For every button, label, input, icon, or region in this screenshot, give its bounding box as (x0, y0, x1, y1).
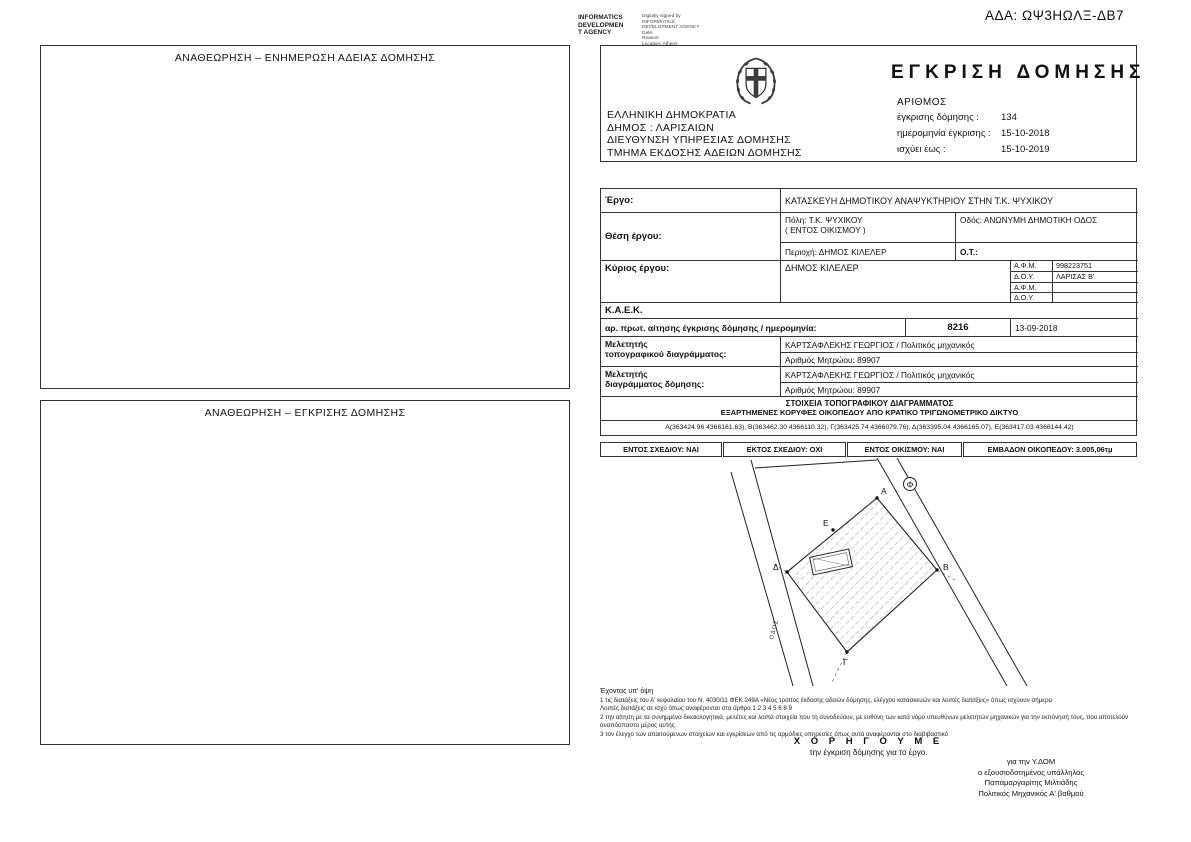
approval-fields (897, 109, 1050, 157)
permit-table (600, 188, 1137, 436)
city-line2: ( ΕΝΤΟΣ ΟΙΚΙΣΜΟΥ ) (785, 225, 866, 235)
authority-line: ΕΛΛΗΝΙΚΗ ΔΗΜΟΚΡΑΤΙΑ (607, 109, 737, 121)
legal-note: 3 τον έλεγχο των απαιτούμενων στοιχείων και εγκρίσεων από τις αρμόδιες υπηρεσίες όπως αυτά αναφέρονται στο διαβιβαστικό (600, 730, 949, 738)
revision-box-approval-title: ΑΝΑΘΕΩΡΗΣΗ – ΕΓΚΡΙΣΗΣ ΔΟΜΗΣΗΣ (204, 407, 406, 419)
authority-line: ΔΗΜΟΣ : ΛΑΡΙΣΑΙΩΝ (607, 121, 715, 134)
flag-ektos-sxediou: ΕΚΤΟΣ ΣΧΕΔΙΟΥ: ΟΧΙ (723, 442, 846, 457)
signature-title: Πολιτικός Μηχανικός Α' βαθμού (978, 788, 1084, 798)
approval-date-value: 15-10-2018 (1001, 127, 1050, 139)
surveyor-label: Μελετητής τοπογραφικού διαγράμματος: (601, 337, 781, 367)
kaek-label: Κ.Α.Ε.Κ. (601, 303, 1138, 319)
signature-for: για την Υ.ΔΟΜ (1006, 757, 1056, 766)
survey-mark-label: Φ (906, 479, 914, 490)
doy1-value: ΛΑΡΙΣΑΣ Β' (1053, 272, 1138, 283)
flag-entos-sxediou: ΕΝΤΟΣ ΣΧΕΔΙΟΥ: ΝΑΙ (600, 442, 722, 457)
document-title: ΕΓΚΡΙΣΗ ΔΟΜΗΣΗΣ (891, 62, 1146, 83)
vertex-label-g: Γ (843, 657, 848, 667)
revision-box-update-title: ΑΝΑΘΕΩΡΗΣΗ – ΕΝΗΜΕΡΩΣΗ ΑΔΕΙΑΣ ΔΟΜΗΣΗΣ (174, 52, 436, 64)
afm2-label: Α.Φ.Μ. (1011, 283, 1053, 293)
stamp-agency-name: INFORMATICS DEVELOPMEN T AGENCY (578, 14, 624, 36)
project-label: Έργο: (601, 189, 781, 213)
valid-until-value: 15-10-2019 (1001, 143, 1050, 155)
having-regard: Έχοντας υπ' όψη (600, 688, 654, 695)
doy2-value (1053, 293, 1138, 303)
site-plan-drawing (655, 458, 1115, 688)
signature-block (918, 757, 1144, 799)
surveyor-cell (781, 337, 1138, 367)
legal-notes (600, 697, 1137, 739)
owner-label: Κύριος έργου: (601, 261, 781, 303)
street-cell: Οδός: ΑΝΩΝΥΜΗ ΔΗΜΟΤΙΚΗ ΟΔΟΣ (956, 213, 1138, 243)
protocol-label: αρ. πρωτ. αίτησης έγκρισης δόμησης / ημερομηνία: (601, 319, 906, 337)
area-cell: Περιοχή: ΔΗΜΟΣ ΚΙΛΕΛΕΡ (781, 243, 956, 261)
vertex-label-b: Β (943, 562, 949, 572)
designer-registry: Αριθμός Μητρώου: 89907 (785, 385, 881, 395)
valid-until-row: ισχύει έως : 15-10-2019 (897, 143, 1050, 155)
parcel-boundary (787, 498, 937, 652)
topo-heading-line2: ΕΞΑΡΤΗΜΕΝΕΣ ΚΟΡΥΦΕΣ ΟΙΚΟΠΕΔΟΥ ΑΠΟ ΚΡΑΤΙΚΟ ΤΡΙΓΩΝΟΜΕΤΡΙΚΟ ΔΙΚΤΥΟ (720, 408, 1019, 417)
digital-signature-stamp (578, 14, 738, 48)
owner-tax-block (1011, 261, 1138, 303)
flag-plot-area: ΕΜΒΑΔΟΝ ΟΙΚΟΠΕΔΟΥ: 3.005,06τμ (963, 442, 1137, 457)
surveyor-name: ΚΑΡΤΣΑΦΛΕΚΗΣ ΓΕΩΡΓΙΟΣ / Πολιτικός μηχανικός (781, 337, 1138, 353)
vertex-label-a: Α (881, 486, 887, 496)
header-box (600, 45, 1146, 162)
approval-number-row: έγκρισης δόμησης : 134 (897, 111, 1017, 123)
parcel-coordinates: Α(363424.96 4366161.63), Β(363462.30 4366110.32), Γ(363425.74 4366079.76), Δ(363395.04 4366165.07), Ε(363417.03 4366144.42) (665, 424, 1074, 431)
location-label: Θέση έργου: (601, 213, 781, 261)
authority-line: ΔΙΕΥΘΥΝΣΗ ΥΠΗΡΕΣΙΑΣ ΔΟΜΗΣΗΣ (607, 134, 791, 147)
city-cell (781, 213, 956, 243)
survey-mark (904, 478, 917, 491)
revision-box-approval (40, 400, 570, 745)
city-line1: Πόλη: Τ.Κ. ΨΥΧΙΚΟΥ (785, 215, 863, 225)
ada-code: ΑΔΑ: ΩΨ3ΗΩΛΞ-ΔΒ7 (985, 8, 1125, 23)
vertex-label-d: Δ (773, 562, 779, 572)
afm1-value: 998223751 (1053, 261, 1138, 272)
legal-note: 2 την αίτηση με τα συνημμένα δικαιολογητικά, μελέτες και λοιπά στοιχεία που τη συνοδεύουν, με ευθύνη των κατά νόμο υπευθύνων μελετητών μηχανικών για την εκπόνησή τους, που αποτελούν αναπόσπαστο μέρος αυτής (600, 713, 1129, 730)
afm1-label: Α.Φ.Μ. (1011, 261, 1053, 272)
flag-entos-oikismou: ΕΝΤΟΣ ΟΙΚΙΣΜΟΥ: ΝΑΙ (847, 442, 962, 457)
legal-note: 1 τις διατάξεις του Α' κεφαλαίου του Ν. 4030/11 ΦΕΚ 249Α «Νέος τρόπος έκδοσης αδειών δόμησης, ελέγχου κατασκευών και λοιπές διατάξεις» όπως ισχύουν σήμερα (600, 697, 1053, 704)
doy2-label: Δ.Ο.Υ. (1011, 293, 1053, 303)
afm2-value (1053, 283, 1138, 293)
signature-name: Παπαμαργαρίτης Μιλτιάδης (984, 778, 1078, 788)
topo-heading-line1: ΣΤΟΙΧΕΙΑ ΤΟΠΟΓΡΑΦΙΚΟΥ ΔΙΑΓΡΑΜΜΑΤΟΣ (785, 399, 954, 408)
number-label: ΑΡΙΘΜΟΣ (897, 97, 947, 108)
approval-number-value: 134 (1001, 111, 1017, 123)
signature-role: ο εξουσιοδοτημένος υπάλληλος (977, 767, 1085, 777)
grant-subtext: την έγκριση δόμησης για το έργο. (809, 748, 928, 757)
block-cell: Ο.Τ.: (956, 243, 1138, 261)
designer-label: Μελετητής διαγράμματος δόμησης: (601, 367, 781, 397)
legal-note: Λοιπές διατάξεις σε ισχύ όπως αναφέρονται στα άρθρα 1 2 3 4 5 6 8 9 (600, 705, 793, 713)
designer-name: ΚΑΡΤΣΑΦΛΕΚΗΣ ΓΕΩΡΓΙΟΣ / Πολιτικός μηχανικός (781, 367, 1138, 383)
doy1-label: Δ.Ο.Υ. (1011, 272, 1053, 283)
road-label: ΟΔΟΣ (769, 618, 781, 641)
protocol-number: 8216 (906, 319, 1011, 337)
issuing-authority (607, 109, 802, 159)
grant-heading: Χ Ο Ρ Η Γ Ο Υ Μ Ε (793, 736, 944, 747)
stamp-signature-details: Digitally signed by INFORMATICS DEVELOPMENT AGENCY Date: Reason: (642, 14, 700, 42)
authority-line: ΤΜΗΜΑ ΕΚΔΟΣΗΣ ΑΔΕΙΩΝ ΔΟΜΗΣΗΣ (607, 146, 802, 159)
topo-heading (601, 397, 1138, 421)
greek-coat-of-arms-icon (729, 54, 783, 108)
designer-cell (781, 367, 1138, 397)
protocol-date: 13-09-2018 (1011, 319, 1138, 337)
project-value: ΚΑΤΑΣΚΕΥΗ ΔΗΜΟΤΙΚΟΥ ΑΝΑΨΥΚΤΗΡΙΟΥ ΣΤΗΝ Τ.Κ. ΨΥΧΙΚΟΥ (781, 189, 1138, 213)
revision-box-update (40, 45, 570, 389)
surveyor-registry: Αριθμός Μητρώου: 89907 (785, 355, 881, 365)
owner-value: ΔΗΜΟΣ ΚΙΛΕΛΕΡ (781, 261, 1011, 303)
approval-date-row: ημερομηνία έγκρισης : 15-10-2018 (897, 127, 1050, 139)
vertex-label-e: Ε (823, 518, 829, 528)
